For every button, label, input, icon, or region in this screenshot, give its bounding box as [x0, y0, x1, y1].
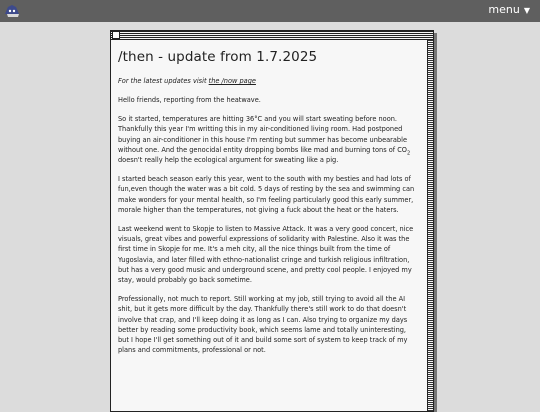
scrollbar[interactable]: [427, 40, 433, 411]
paragraph-heatwave: [118, 114, 418, 165]
now-page-link[interactable]: the /now page: [208, 77, 256, 85]
close-box-icon[interactable]: [112, 31, 120, 39]
caret-down-icon: ▼: [523, 6, 530, 15]
site-logo-icon[interactable]: [4, 3, 20, 19]
heatwave-text-a: So it started, temperatures are hitting 36°C and you will start sweating before noon. Thankfully this year I'm writting this in my air-conditioned living room. Had postponed buying an air-conditioner in this house I'm renting but summer has become unbearable without one. And the genocidal entity dropping bombs like mad and burning tons of CO: [118, 115, 408, 154]
top-bar: [0, 0, 540, 22]
heatwave-text-b: doesn't really help the ecological argument for sweating like a pig.: [118, 156, 339, 165]
post-window: [110, 30, 434, 412]
latest-updates-note: [118, 77, 418, 85]
paragraph-professional: Professionally, not much to report. Still working at my job, still trying to avoid all the AI shit, but it gets more difficult by the day. Thankfully there's still work to do that doesn't involve that crap, and I'll keep doing it as long as I can. Also trying to organize my days better by reading some productivity book, which seems lame and totally uninteresting, but I hope I'll get something out of it and build some sort of system to keep track of my plans and commitments, professional or not.: [118, 295, 408, 355]
menu-button[interactable]: [488, 3, 530, 16]
paragraph-beach: I started beach season early this year, went to the south with my besties and had lots of fun,even though the water was a bit cold. 5 days of resting by the sea and swimming can make wonders for your mental health, so I'm feeling particularly good this early summer, morale higher than the temperatures, not giving a fuck about the heat or the haters.: [118, 175, 415, 214]
co2-subscript: 2: [407, 150, 411, 157]
paragraph-greeting: Hello friends, reporting from the heatwave.: [118, 96, 261, 104]
window-titlebar[interactable]: [111, 31, 433, 40]
post-content: [118, 49, 418, 364]
note-prefix: For the latest updates visit: [118, 77, 209, 85]
menu-label: menu: [488, 3, 520, 16]
post-title: /then - update from 1.7.2025: [118, 49, 318, 65]
paragraph-skopje: Last weekend went to Skopje to listen to Massive Attack. It was a very good concert, nice visuals, great vibes and powerful expressions of solidarity with Palestine. Also it was the first time in Skopje for me. It's a meh city, all the nice things built from the time of Yugoslavia, and later filled with ethno-nationalist cringe and turkish religious infiltration, but has a very good music and underground scene, and pretty cool people. I enjoyed my stay, would probably go back sometime.: [118, 225, 414, 285]
